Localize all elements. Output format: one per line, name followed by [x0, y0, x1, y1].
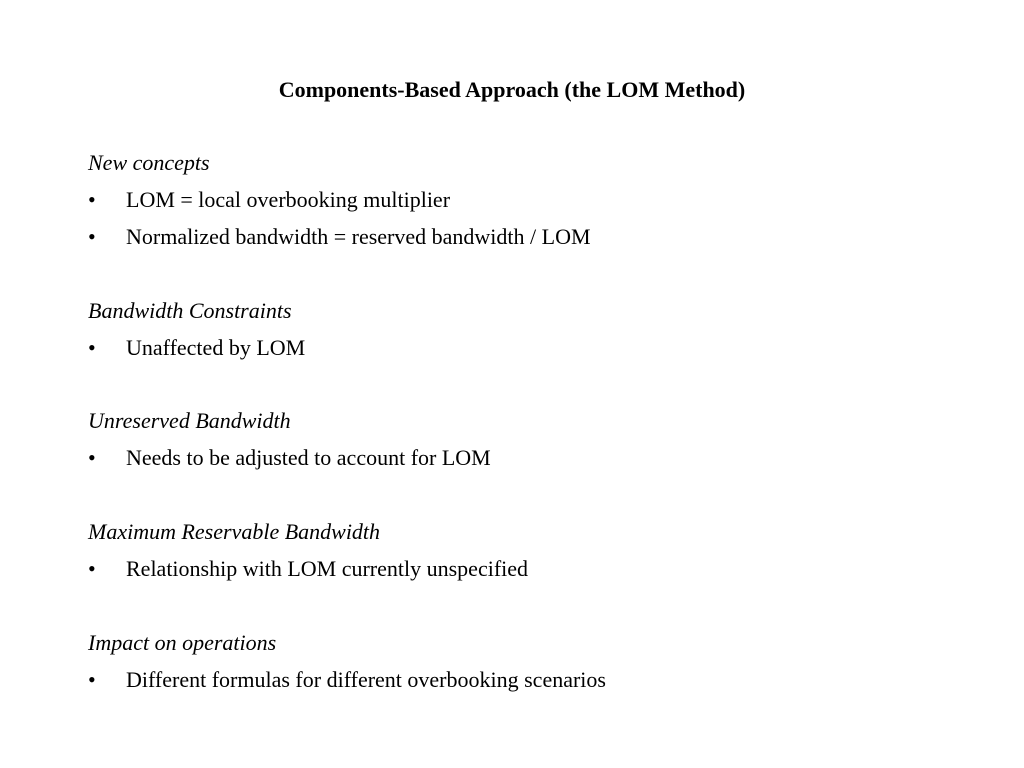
bullet-item [88, 185, 450, 215]
slide-title: Components-Based Approach (the LOM Method) [278, 77, 746, 102]
bullet-item [88, 443, 491, 473]
bullet-dot: • [88, 556, 96, 581]
bullet-text: LOM = local overbooking multiplier [126, 187, 451, 212]
section-heading-unreserved-bandwidth: Unreserved Bandwidth [88, 408, 291, 433]
bullet-dot: • [88, 335, 96, 360]
bullet-text: Normalized bandwidth = reserved bandwidth / LOM [126, 224, 591, 249]
bullet-item [88, 554, 528, 584]
bullet-dot: • [88, 187, 96, 212]
section-heading-maximum-reservable-bandwidth: Maximum Reservable Bandwidth [88, 519, 381, 544]
bullet-text: Relationship with LOM currently unspecified [126, 556, 529, 581]
bullet-item [88, 665, 606, 695]
bullet-item [88, 333, 305, 363]
bullet-text: Unaffected by LOM [126, 335, 306, 360]
section-heading-bandwidth-constraints: Bandwidth Constraints [88, 298, 292, 323]
bullet-dot: • [88, 224, 96, 249]
bullet-item [88, 222, 591, 252]
bullet-text: Different formulas for different overbooking scenarios [126, 667, 606, 692]
section-heading-impact-on-operations: Impact on operations [88, 630, 277, 655]
bullet-dot: • [88, 445, 96, 470]
section-heading-new-concepts: New concepts [88, 150, 210, 175]
bullet-text: Needs to be adjusted to account for LOM [126, 445, 491, 470]
bullet-dot: • [88, 667, 96, 692]
